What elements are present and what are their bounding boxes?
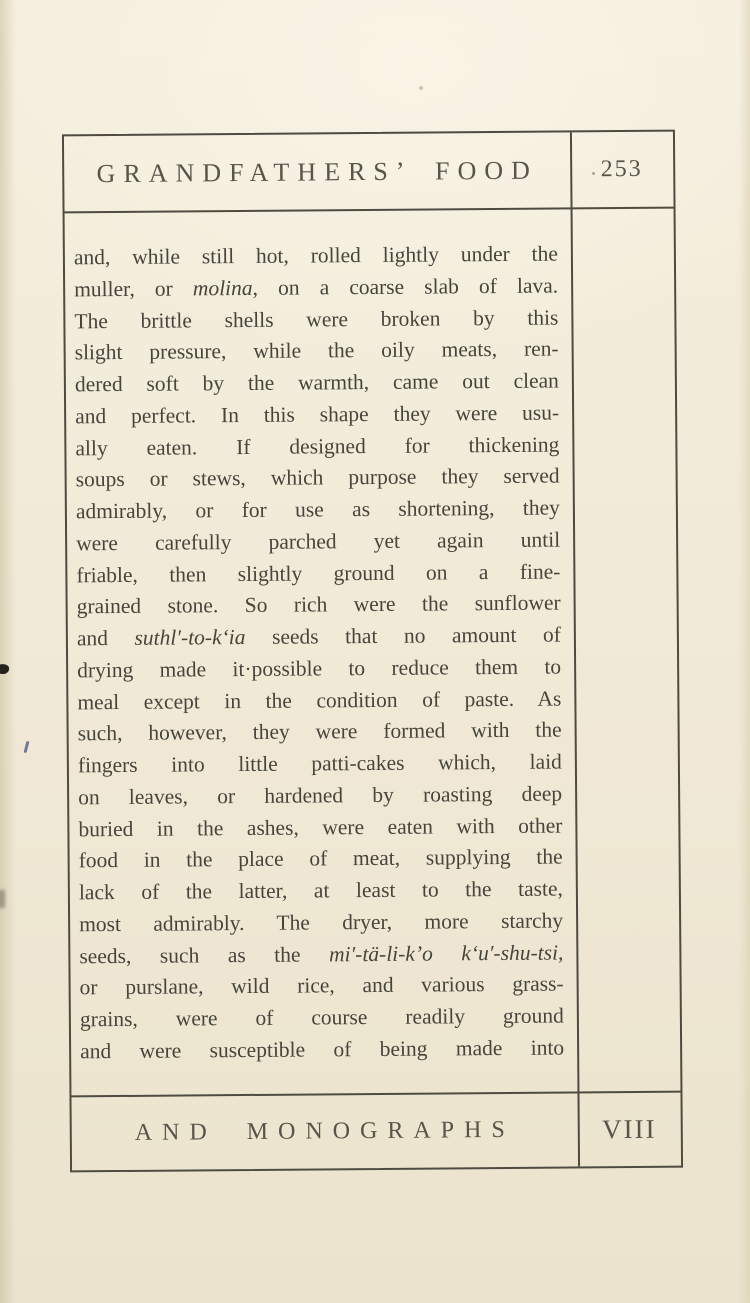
text-segment: and — [76, 625, 135, 651]
paper-dot-speck — [419, 86, 423, 90]
text-segment: and perfect. In this shape they were usu- — [75, 400, 560, 429]
text-line — [74, 302, 558, 338]
text-segment: and, while still hot, rolled lightly under the — [73, 241, 558, 270]
volume-number-cell — [578, 1114, 681, 1146]
ink-blot-speck — [0, 663, 10, 675]
text-line — [77, 588, 561, 624]
text-line — [76, 524, 560, 560]
text-segment: food in the place of meat, supplying the — [78, 844, 563, 873]
header-title: GRANDFATHERS’ FOOD — [96, 155, 538, 188]
text-line — [76, 556, 560, 592]
body-text — [65, 209, 578, 1095]
text-segment: ally eaten. If designed for thickening — [75, 432, 560, 460]
text-segment: grains, were of course readily ground — [79, 1003, 564, 1032]
text-segment: were carefully parched yet again until — [76, 527, 561, 556]
edge-smudge-speck — [0, 890, 5, 908]
italic-term: mi′-tä-li-k’o k‘u′-shu-tsi, — [328, 940, 564, 966]
text-line — [74, 239, 558, 275]
text-segment: on leaves, or hardened by roasting deep — [78, 781, 563, 810]
text-segment: friable, then slightly ground on a fine- — [76, 559, 561, 587]
header-title-cell — [64, 155, 570, 189]
text-line — [74, 270, 558, 306]
pen-mark-speck — [24, 741, 30, 753]
text-segment: drying made it·possible to reduce them to — [77, 654, 562, 683]
text-segment: muller, or — [74, 276, 193, 302]
text-line — [76, 493, 560, 529]
text-line — [79, 937, 563, 973]
page-frame — [62, 130, 683, 1173]
text-line — [79, 842, 563, 878]
text-segment: admirably, or for use as shortening, they — [75, 495, 560, 524]
text-line — [77, 620, 561, 656]
text-segment: or purslane, wild rice, and various grass- — [79, 971, 564, 1000]
text-segment: soups or stews, which purpose they served — [75, 463, 560, 492]
text-line — [78, 747, 562, 783]
text-segment: such, however, they were formed with the — [77, 717, 562, 746]
text-line — [77, 683, 561, 719]
text-segment: most admirably. The dryer, more starchy — [79, 908, 564, 937]
running-footer — [71, 1091, 681, 1171]
text-line — [75, 397, 559, 433]
text-line — [79, 874, 563, 910]
text-segment: seeds, such as the — [79, 941, 330, 968]
text-line — [80, 1001, 564, 1037]
text-segment: fingers into little patti-cakes which, laid — [77, 749, 562, 778]
volume-number: VIII — [601, 1113, 657, 1145]
series-title-cell — [72, 1116, 578, 1147]
text-line — [78, 810, 562, 846]
page-number-cell — [570, 156, 673, 184]
text-line — [78, 778, 562, 814]
outer-margin-column — [571, 209, 681, 1092]
text-line — [77, 651, 561, 687]
text-segment: lack of the latter, at least to the taste, — [78, 876, 563, 905]
text-line — [76, 461, 560, 497]
text-segment: meal except in the condition of paste. As — [77, 686, 562, 714]
text-segment: slight pressure, while the oily meats, ren- — [74, 336, 559, 365]
series-title: AND MONOGRAPHS — [134, 1116, 515, 1146]
text-segment: , on a coarse slab of lava. — [252, 273, 559, 300]
running-header — [64, 132, 674, 214]
text-line — [75, 334, 559, 370]
page-number: 253 — [600, 155, 643, 183]
text-segment: dered soft by the warmth, came out clean — [74, 368, 559, 397]
text-segment: grained stone. So rich were the sunflower — [76, 590, 561, 619]
text-segment: seeds that no amount of — [245, 622, 561, 649]
text-line — [75, 366, 559, 402]
text-segment: The brittle shells were broken by this — [74, 305, 559, 333]
italic-term: suthl′-to-k‘ia — [134, 624, 246, 650]
body-row — [65, 209, 681, 1096]
text-segment: and were susceptible of being made into — [80, 1035, 565, 1064]
text-line — [75, 429, 559, 465]
text-line — [79, 905, 563, 941]
text-line — [78, 715, 562, 751]
text-line — [80, 1032, 564, 1068]
text-segment: buried in the ashes, were eaten with other — [78, 813, 563, 841]
text-line — [80, 969, 564, 1005]
italic-term: molina — [192, 275, 253, 301]
